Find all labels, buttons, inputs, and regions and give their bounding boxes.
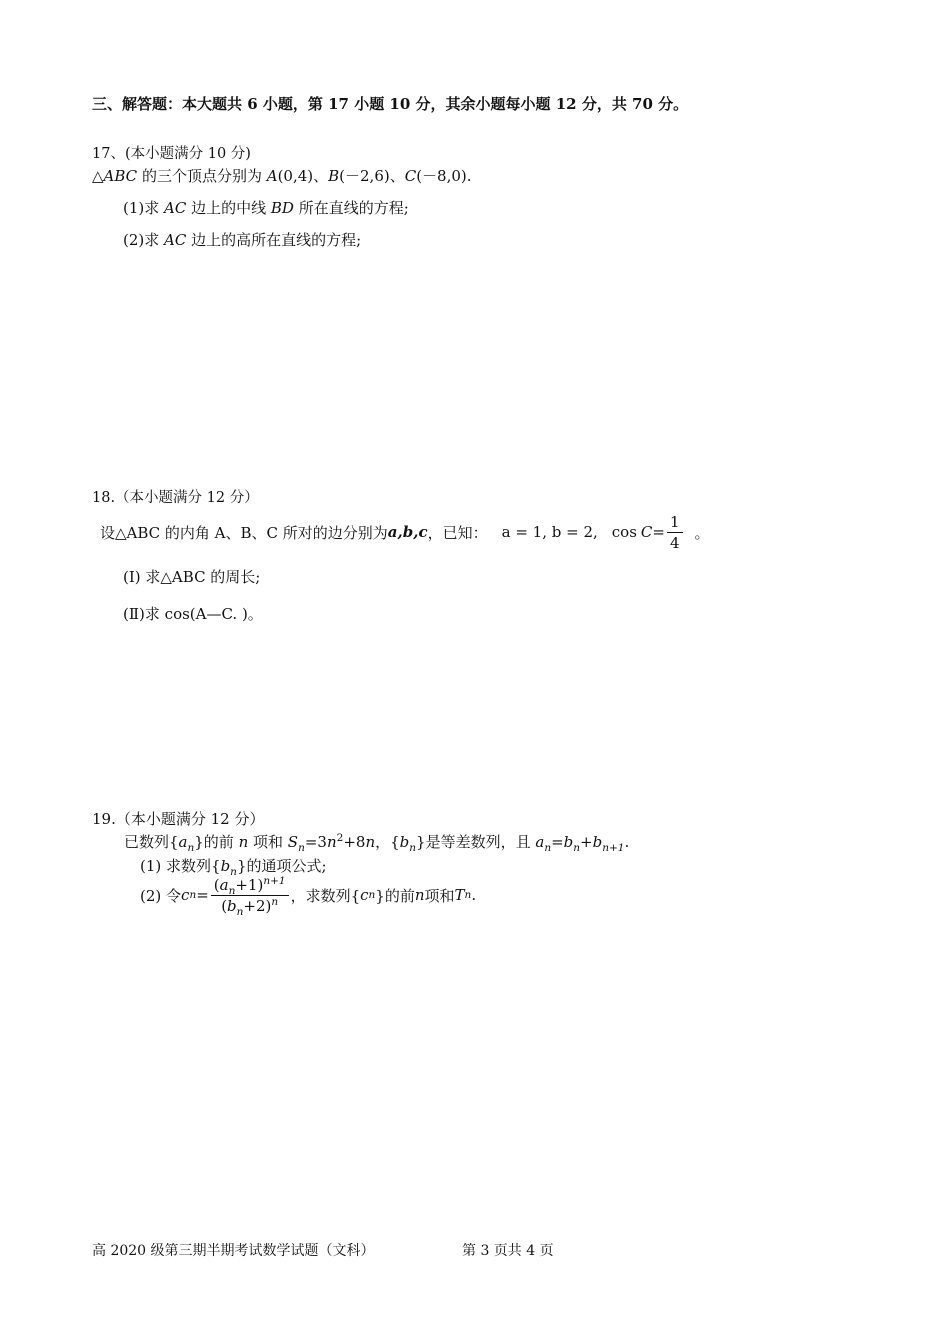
- q17-part-2: (2)求 AC 边上的高所在直线的方程;: [123, 231, 362, 249]
- q19-stem: 已数列$\{a_n\}$的前 n 项和 $S_n=3n^2+8n$，$\{b_n\}$是等差数列，且 $a_n=b_n+b_{n+1}$.: [124, 832, 630, 854]
- q18-header: 18.（本小题满分 12 分）: [92, 490, 259, 506]
- q18-part-2: (Ⅱ)求 cos(A—C. )。: [123, 605, 263, 623]
- q19-part-2: (2) 令 c n = $\frac{(a_n+1)^{n+1}}{(b_n+2)^n}$ ，求数列{ c n }的前 n 项和 T n .: [140, 874, 477, 918]
- q17-header: 17、(本小题满分 10 分): [92, 146, 251, 162]
- section-heading: 三、解答题：本大题共 6 小题，第 17 小题 10 分，其余小题每小题 12 分，共 70 分。: [92, 95, 689, 113]
- q17-stem: △ABC 的三个顶点分别为 A(0,4)、B(－2,6)、C(－8,0).: [92, 167, 472, 185]
- q18-part-1: (Ⅰ) 求△ABC 的周长;: [123, 568, 261, 586]
- q18-given: a = 1, b = 2,: [501, 523, 598, 541]
- q19-part-1: (1) 求数列$\{b_n\}$的通项公式;: [140, 857, 327, 878]
- q18-stem: 设△ABC 的内角 A、B、C 所对的边分别为 a,b,c ，已知： a = 1, b = 2, cos C = $\frac{1}{4}$ 。: [100, 512, 710, 552]
- q19-fraction: $\frac{(a_n+1)^{n+1}}{(b_n+2)^n}$: [211, 876, 289, 915]
- q19-header: 19.（本小题满分 12 分）: [92, 810, 265, 828]
- footer-exam-title: 高 2020 级第三期半期考试数学试题（文科）: [92, 1243, 375, 1259]
- footer-page-number: 第 3 页共 4 页: [462, 1243, 554, 1259]
- q18-fraction: $\frac{1}{4}$: [667, 513, 683, 552]
- q17-part-1: (1)求 AC 边上的中线 BD 所在直线的方程;: [123, 199, 409, 217]
